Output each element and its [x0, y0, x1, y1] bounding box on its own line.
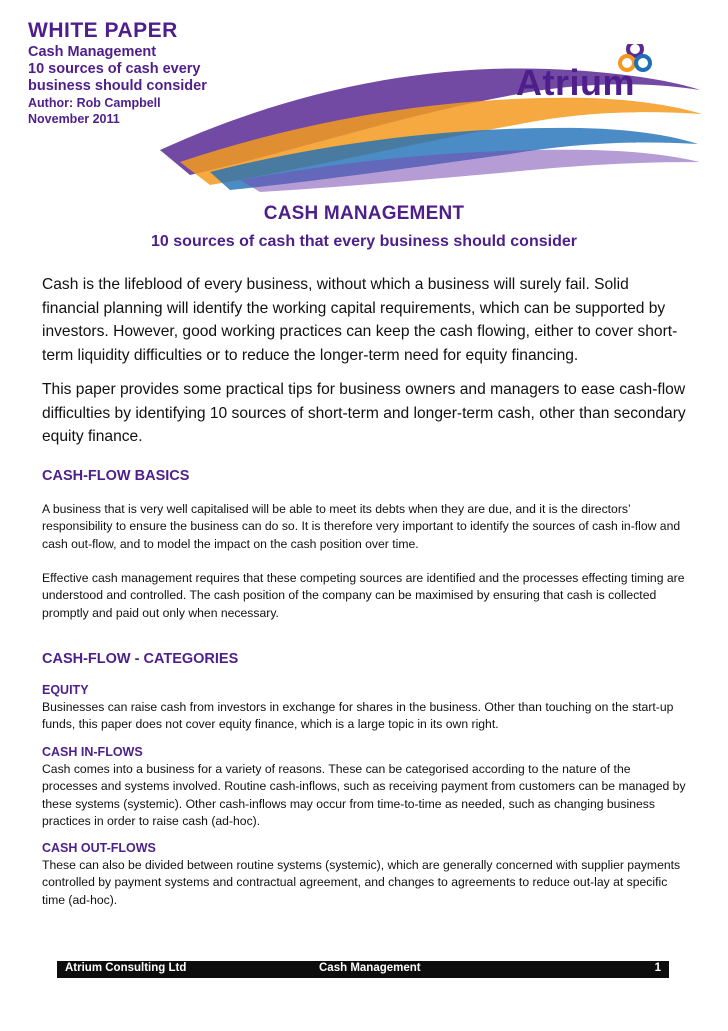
subheading-cash-outflows: CASH OUT-FLOWS	[42, 841, 156, 855]
page-title: CASH MANAGEMENT	[263, 203, 465, 224]
page-subtitle: 10 sources of cash that every business should consider	[151, 233, 577, 250]
basics-paragraph-1: A business that is very well capitalised will be able to meet its debts when they are due, and it is the directors’ responsibility to ensure the business can do so. It is therefore very important to identify the sources of cash in-flow and cash out-flow, and to model the impact on the cash position over time.	[42, 502, 681, 551]
header-date: November 2011	[28, 112, 120, 126]
header-topic: Cash Management	[28, 44, 157, 60]
intro-paragraph-1: Cash is the lifeblood of every business, without which a business will surely fail. Solid financial planning will identify the working capital requirements, which can be supported by investors. However, good working practices can keep the cash flowing, either to cover short-term liquidity difficulties or to reduce the longer-term need for equity financing.	[42, 276, 678, 364]
intro-paragraph-2: This paper provides some practical tips for business owners and managers to ease cash-flow difficulties by identifying 10 sources of short-term and longer-term cash, other than secondary equity finance.	[42, 381, 686, 445]
cash-inflows-paragraph: Cash comes into a business for a variety of reasons. These can be categorised according to the nature of the processes and systems involved. Routine cash-inflows, such as receiving payment from customers can be managed by these systems (systemic). Other cash-inflows may occur from time-to-time as needed, such as changing business practices in order to raise cash (ad-hoc).	[42, 762, 686, 829]
basics-paragraph-2: Effective cash management requires that these competing sources are identified and the processes effecting timing are understood and controlled. The cash position of the company can be maximised by ensuring that cash is collected promptly and paid out only when necessary.	[42, 571, 685, 620]
atrium-logo-text: Atrium	[516, 62, 635, 103]
header-author: Author: Rob Campbell	[28, 96, 161, 110]
equity-paragraph: Businesses can raise cash from investors in exchange for shares in the business. Other than touching on the start-up funds, this paper does not cover equity finance, which is a large topic in its own right.	[42, 700, 674, 732]
white-paper-label: WHITE PAPER	[28, 19, 178, 42]
header-tagline-1: 10 sources of cash every	[28, 61, 201, 77]
footer-company: Atrium Consulting Ltd	[65, 962, 187, 974]
page-footer	[57, 961, 669, 978]
footer-page-number: 1	[654, 962, 661, 974]
footer-topic: Cash Management	[319, 962, 421, 974]
header-tagline-2: business should consider	[28, 78, 207, 94]
subheading-equity: EQUITY	[42, 683, 89, 697]
cash-outflows-paragraph: These can also be divided between routine systems (systemic), which are generally concerned with supplier payments controlled by payment systems and contractual agreement, and changes to agreements to reduce out-lay at specific time (ad-hoc).	[42, 858, 681, 907]
subheading-cash-inflows: CASH IN-FLOWS	[42, 745, 143, 759]
section-heading-categories: CASH-FLOW - CATEGORIES	[42, 651, 239, 667]
section-heading-basics: CASH-FLOW BASICS	[42, 468, 190, 484]
